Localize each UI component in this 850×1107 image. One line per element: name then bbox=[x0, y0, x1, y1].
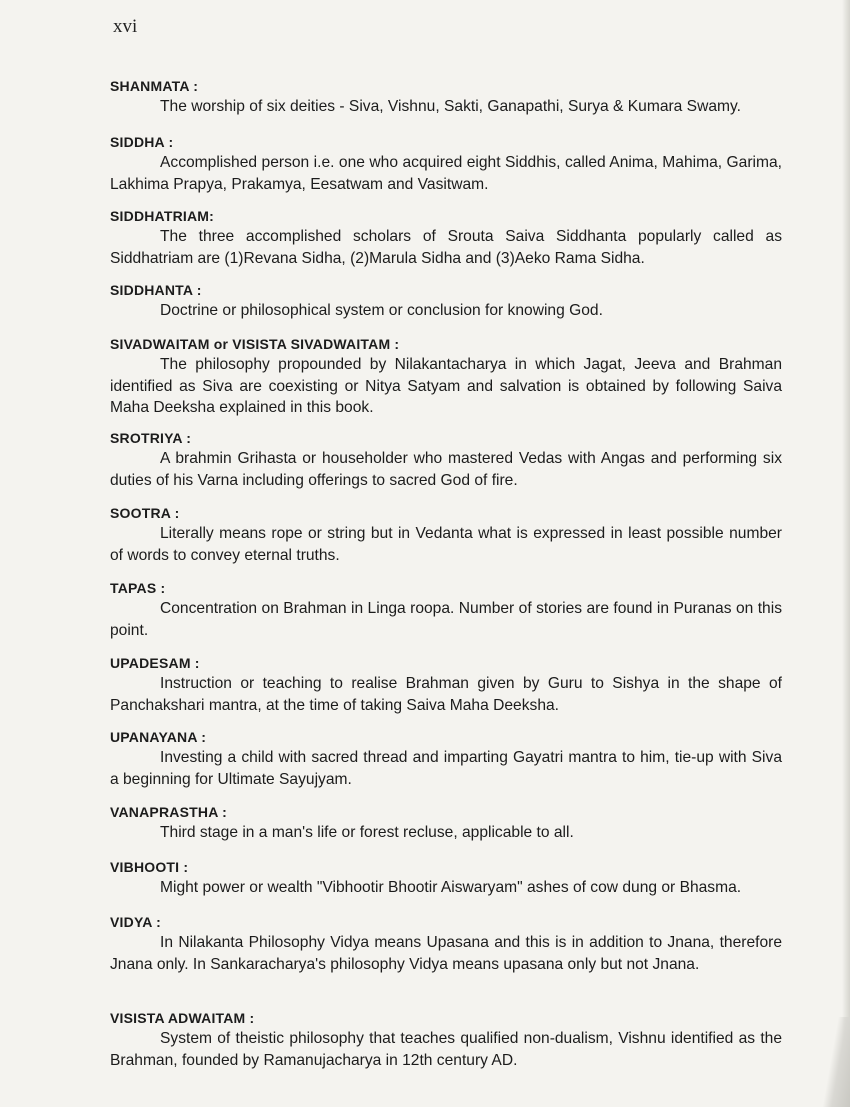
entry-definition: In Nilakanta Philosophy Vidya means Upasana and this is in addition to Jnana, therefore Jnana only. In Sankaracharya's philosophy Vidya means upasana only but not Jnana. bbox=[110, 934, 782, 973]
page-edge-shadow bbox=[842, 0, 850, 1107]
glossary-entry-siddhanta bbox=[110, 280, 782, 322]
glossary-entry-visista-adwaitam bbox=[110, 1008, 782, 1071]
entry-definition: The philosophy propounded by Nilakantacharya in which Jagat, Jeeva and Brahman identified as Siva are coexisting or Nitya Satyam and salvation is obtained by following Saiva Maha Deeksha explained in this book. bbox=[110, 356, 782, 416]
entry-definition: Investing a child with sacred thread and imparting Gayatri mantra to him, tie-up with Siva a beginning for Ultimate Sayujyam. bbox=[110, 749, 782, 788]
glossary-entry-sivadwaitam bbox=[110, 334, 782, 419]
entry-definition: A brahmin Grihasta or householder who mastered Vedas with Angas and performing six duties of his Varna including offerings to sacred God of fire. bbox=[110, 450, 782, 489]
glossary-entry-vidya bbox=[110, 912, 782, 975]
glossary-entry-vibhooti bbox=[110, 857, 782, 899]
entry-term: VANAPRASTHA : bbox=[110, 804, 227, 820]
glossary-entry-tapas bbox=[110, 578, 782, 641]
glossary-entry-upanayana bbox=[110, 727, 782, 790]
entry-definition: Instruction or teaching to realise Brahman given by Guru to Sishya in the shape of Panchakshari mantra, at the time of taking Saiva Maha Deeksha. bbox=[110, 675, 782, 714]
page-number: xvi bbox=[113, 16, 138, 37]
glossary-entry-vanaprastha bbox=[110, 802, 782, 844]
entry-term: SROTRIYA : bbox=[110, 430, 192, 446]
glossary-entry-srotriya bbox=[110, 428, 782, 491]
entry-definition: Accomplished person i.e. one who acquired eight Siddhis, called Anima, Mahima, Garima, Lakhima Prapya, Prakamya, Eesatwam and Vasitwam. bbox=[110, 154, 782, 193]
entry-term: UPANAYANA : bbox=[110, 729, 207, 745]
page-curl bbox=[820, 1017, 850, 1107]
entry-definition: The three accomplished scholars of Srouta Saiva Siddhanta popularly called as Siddhatriam are (1)Revana Sidha, (2)Marula Sidha and (3)Aeko Rama Sidha. bbox=[110, 228, 782, 267]
entry-definition: Literally means rope or string but in Vedanta what is expressed in least possible number of words to convey eternal truths. bbox=[110, 525, 782, 564]
entry-term: SIDDHANTA : bbox=[110, 282, 202, 298]
entry-term: SIVADWAITAM or VISISTA SIVADWAITAM : bbox=[110, 336, 400, 352]
entry-definition: System of theistic philosophy that teaches qualified non-dualism, Vishnu identified as the Brahman, founded by Ramanujacharya in 12th century AD. bbox=[110, 1030, 782, 1069]
entry-term: VIBHOOTI : bbox=[110, 859, 189, 875]
glossary-entry-shanmata bbox=[110, 76, 782, 118]
entry-term: SIDDHATRIAM: bbox=[110, 208, 215, 224]
entry-term: TAPAS : bbox=[110, 580, 166, 596]
entry-definition: Concentration on Brahman in Linga roopa. Number of stories are found in Puranas on this point. bbox=[110, 600, 782, 639]
entry-term: SHANMATA : bbox=[110, 78, 199, 94]
glossary-entry-sootra bbox=[110, 503, 782, 566]
glossary-entry-siddha bbox=[110, 132, 782, 195]
entry-definition: Doctrine or philosophical system or conclusion for knowing God. bbox=[160, 302, 603, 319]
entry-definition: Third stage in a man's life or forest recluse, applicable to all. bbox=[160, 824, 574, 841]
entry-definition: Might power or wealth "Vibhootir Bhootir Aiswaryam" ashes of cow dung or Bhasma. bbox=[160, 879, 742, 896]
entry-definition: The worship of six deities - Siva, Vishnu, Sakti, Ganapathi, Surya & Kumara Swamy. bbox=[160, 98, 741, 115]
entry-term: VIDYA : bbox=[110, 914, 161, 930]
entry-term: VISISTA ADWAITAM : bbox=[110, 1010, 255, 1026]
glossary-entry-upadesam bbox=[110, 653, 782, 716]
entry-term: UPADESAM : bbox=[110, 655, 200, 671]
entry-term: SIDDHA : bbox=[110, 134, 174, 150]
entry-term: SOOTRA : bbox=[110, 505, 180, 521]
glossary-entry-siddhatriam bbox=[110, 206, 782, 269]
